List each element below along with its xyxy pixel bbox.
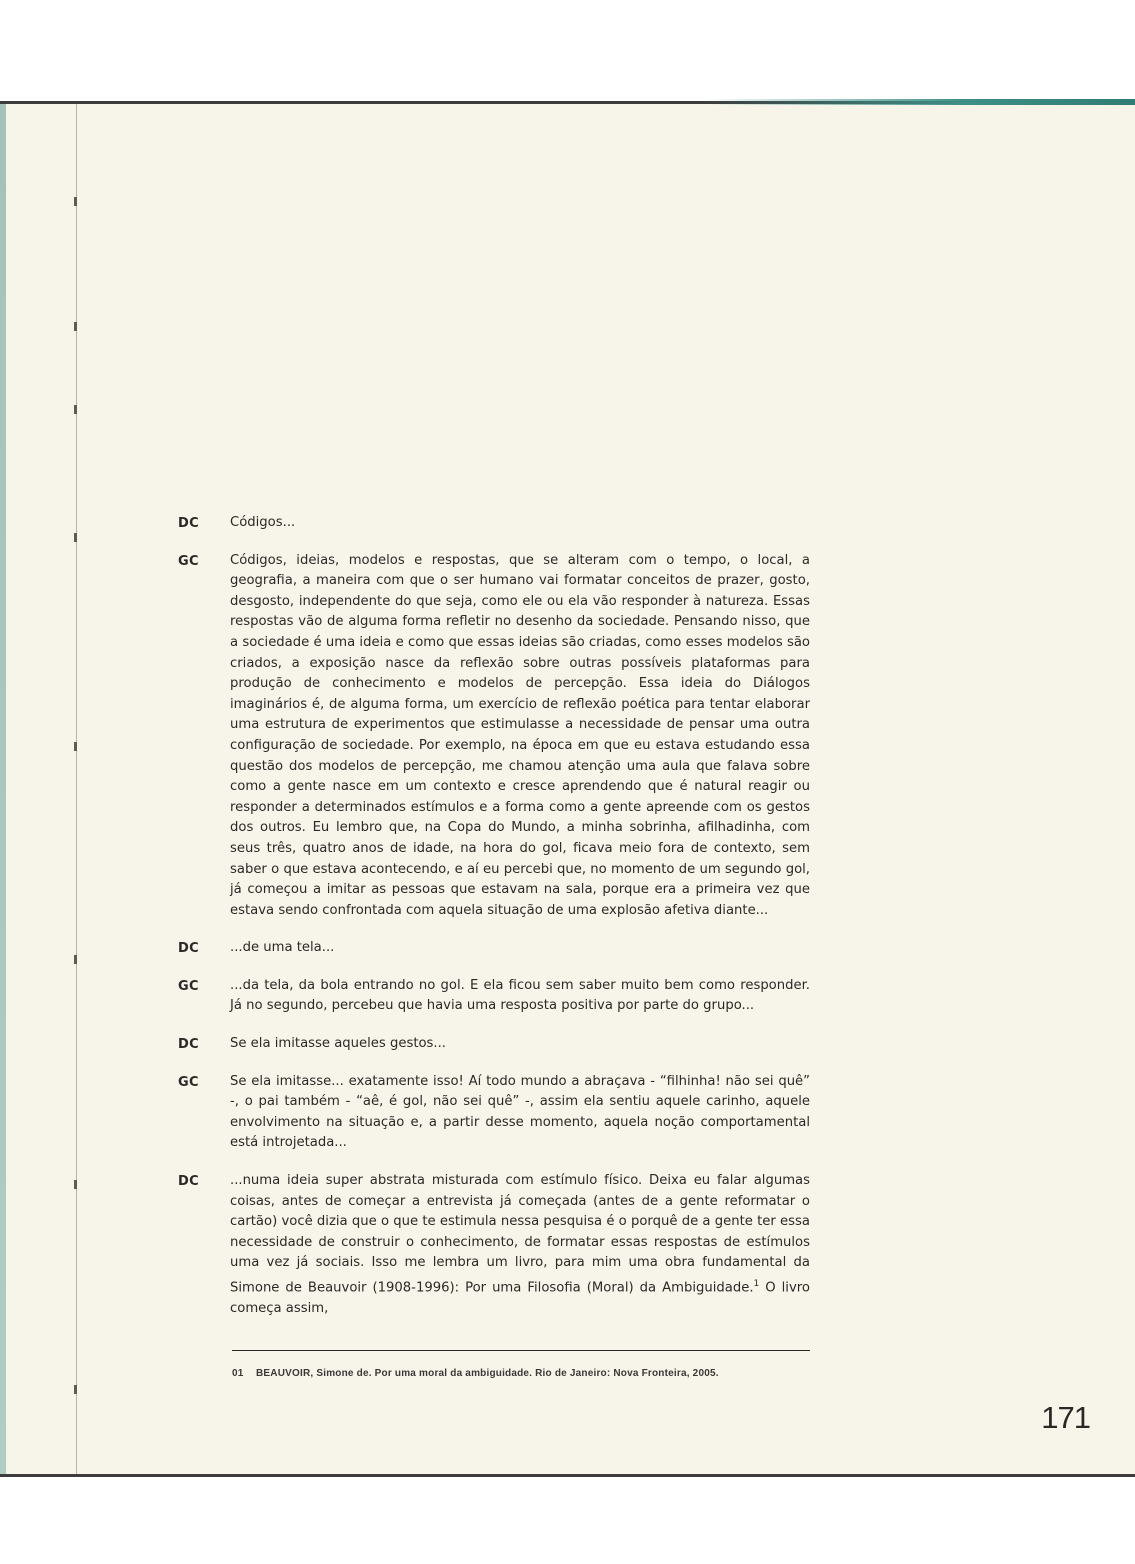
binding-stitch bbox=[74, 322, 77, 331]
dialogue-text: Se ela imitasse aqueles gestos... bbox=[230, 1036, 447, 1052]
dialogue-text bbox=[230, 1171, 810, 1320]
dialogue-text: Códigos, ideias, modelos e respostas, que se alteram com o tempo, o local, a geografia, a maneira com que o ser humano vai formatar conceitos de prazer, gosto, desgosto, independente do que seja, como ele ou ela vão responder à natureza. Essas respostas vão de alguma forma refletir no desenho da sociedade. Pensando nisso, que a sociedade é uma ideia e como que essas ideias são criadas, como esses modelos são criados, a exposição nasce da reflexão sobre outras possíveis plataformas para produção de conhecimento e modelos de percepção. Essa ideia do Diálogos imaginários é, de alguma forma, um exercício de reflexão poética para tentar elaborar uma estrutura de experimentos que estimulasse a necessidade de pensar uma outra configuração de sociedade. Por exemplo, na época em que eu estava estudando essa questão dos modelos de percepção, me chamou atenção uma aula que falava sobre como a gente nasce em um contexto e cresce aprendendo que é natural reagir ou responder a determinados estímulos e a forma como a gente apreende com os gestos dos outros. Eu lembro que, na Copa do Mundo, a minha sobrinha, afilhadinha, com seus três, quatro anos de idade, na hora do gol, ficava meio fora de contexto, sem saber o que estava acontecendo, e aí eu percebi que, no momento de um segundo gol, já começou a imitar as pessoas que estavam na sala, porque era a primeira vez que estava sendo confrontada com aquela situação de uma explosão afetiva diante... bbox=[230, 552, 810, 918]
footnote-text: BEAUVOIR, Simone de. Por uma moral da ambiguidade. Rio de Janeiro: Nova Fronteira, 2005. bbox=[256, 1368, 719, 1379]
dialogue-entry bbox=[178, 1072, 810, 1154]
speaker-label: DC bbox=[178, 941, 199, 957]
dialogue bbox=[178, 513, 810, 1337]
page-number: 171 bbox=[1041, 1400, 1090, 1435]
dialogue-entry bbox=[178, 938, 810, 959]
dialogue-text-main: ...numa ideia super abstrata misturada com estímulo físico. Deixa eu falar algumas coisas, antes de começar a entrevista já começada (antes de a gente reformatar o cartão) você dizia que o que te estimula nessa pesquisa é o porquê de a gente ter essa necessidade de construir o conhecimento, de formatar essas respostas de estímulos uma vez já sociais. Isso me lembra um livro, para mim uma obra fundamental da Simone de Beauvoir (1908-1996): Por uma Filosofia (Moral) da Ambiguidade. bbox=[230, 1173, 810, 1296]
speaker-label: DC bbox=[178, 516, 199, 531]
dialogue-text: Se ela imitasse... exatamente isso! Aí todo mundo a abraçava - “filhinha! não sei quê” -, o pai também - “aê, é gol, não sei quê” -, assim ela sentiu aquele carinho, aquele envolvimento na situação e, a partir desse momento, aquela noção comportamental está introjetada... bbox=[230, 1073, 810, 1151]
binding-stitch bbox=[74, 533, 77, 542]
dialogue-entry bbox=[178, 976, 810, 1017]
binding-stitch bbox=[74, 197, 77, 206]
footnote-marker: 1 bbox=[753, 1279, 760, 1289]
footnote-rule bbox=[232, 1350, 810, 1351]
cover-edge bbox=[705, 99, 1135, 105]
dialogue-entry bbox=[178, 513, 810, 534]
dialogue-entry bbox=[178, 1034, 810, 1055]
speaker-label: DC bbox=[178, 1037, 199, 1053]
dialogue-entry bbox=[178, 1171, 810, 1320]
speaker-label: GC bbox=[178, 978, 199, 994]
dialogue-text-tail: O livro começa assim, bbox=[230, 1280, 810, 1316]
speaker-label: GC bbox=[178, 553, 199, 569]
dialogue-entry bbox=[178, 551, 810, 922]
binding-stitch bbox=[74, 1180, 77, 1189]
speaker-label: DC bbox=[178, 1174, 199, 1190]
binding-stitch bbox=[74, 742, 77, 751]
binding-stitch bbox=[74, 405, 77, 414]
binding-line bbox=[76, 104, 77, 1474]
footnote-number: 01 bbox=[232, 1368, 244, 1379]
dialogue-text: Códigos... bbox=[230, 515, 296, 530]
binding-stitch bbox=[74, 955, 77, 964]
binding-stitch bbox=[74, 1385, 77, 1394]
cover-edge-left bbox=[0, 104, 6, 1474]
footnote bbox=[232, 1368, 832, 1379]
speaker-label: GC bbox=[178, 1074, 199, 1090]
dialogue-text: ...da tela, da bola entrando no gol. E ela ficou sem saber muito bem como responder. Já no segundo, percebeu que havia uma resposta positiva por parte do grupo... bbox=[230, 977, 810, 1014]
dialogue-text: ...de uma tela... bbox=[230, 940, 335, 956]
